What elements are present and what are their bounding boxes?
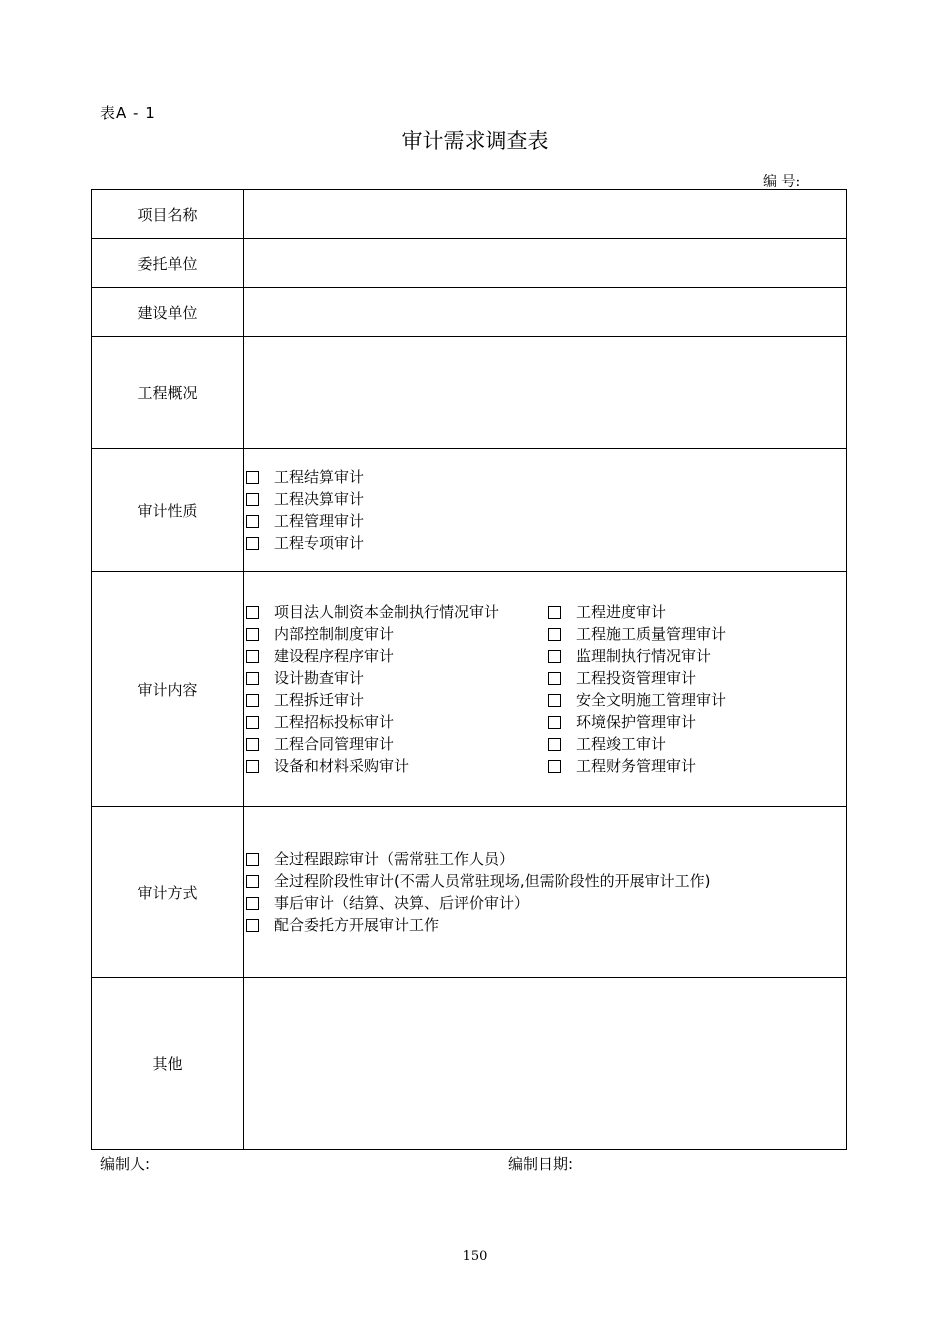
checkbox-option[interactable]: 设备和材料采购审计: [244, 755, 546, 777]
checkbox-option[interactable]: 项目法人制资本金制执行情况审计: [244, 601, 546, 623]
checkbox-icon[interactable]: [246, 537, 259, 550]
preparer-label: 编制人:: [100, 1155, 151, 1173]
prepared-date-label: 编制日期:: [508, 1155, 574, 1173]
checkbox-icon[interactable]: [548, 650, 561, 663]
checkbox-option[interactable]: 工程施工质量管理审计: [546, 623, 726, 645]
overview-field[interactable]: [244, 337, 847, 449]
audit-nature-options: [244, 449, 847, 572]
row-overview: [92, 337, 847, 449]
checkbox-option[interactable]: 内部控制制度审计: [244, 623, 546, 645]
serial-number-label: 编 号:: [763, 174, 801, 190]
overview-label: 工程概况: [92, 337, 244, 449]
checkbox-option[interactable]: 环境保护管理审计: [546, 711, 726, 733]
checkbox-option[interactable]: 工程合同管理审计: [244, 733, 546, 755]
checkbox-option[interactable]: 全过程跟踪审计（需常驻工作人员）: [244, 848, 846, 870]
checkbox-option[interactable]: 工程专项审计: [244, 532, 846, 554]
checkbox-option[interactable]: 设计勘查审计: [244, 667, 546, 689]
checkbox-icon[interactable]: [246, 760, 259, 773]
checkbox-option[interactable]: 全过程阶段性审计(不需人员常驻现场,但需阶段性的开展审计工作): [244, 870, 846, 892]
checkbox-option[interactable]: 事后审计（结算、决算、后评价审计）: [244, 892, 846, 914]
checkbox-option[interactable]: 工程管理审计: [244, 510, 846, 532]
checkbox-option[interactable]: 安全文明施工管理审计: [546, 689, 726, 711]
other-label: 其他: [92, 978, 244, 1150]
construction-unit-label: 建设单位: [92, 288, 244, 337]
checkbox-icon[interactable]: [548, 606, 561, 619]
checkbox-icon[interactable]: [246, 493, 259, 506]
row-construction-unit: [92, 288, 847, 337]
checkbox-icon[interactable]: [246, 919, 259, 932]
audit-content-right-column: [546, 601, 726, 777]
other-field[interactable]: [244, 978, 847, 1150]
checkbox-icon[interactable]: [246, 875, 259, 888]
checkbox-option[interactable]: 建设程序程序审计: [244, 645, 546, 667]
project-name-label: 项目名称: [92, 190, 244, 239]
checkbox-option[interactable]: 工程拆迁审计: [244, 689, 546, 711]
row-audit-nature: [92, 449, 847, 572]
checkbox-icon[interactable]: [548, 738, 561, 751]
checkbox-icon[interactable]: [246, 471, 259, 484]
page-number: 150: [462, 1249, 488, 1264]
row-project-name: [92, 190, 847, 239]
audit-content-left-column: [244, 601, 546, 777]
audit-method-label: 审计方式: [92, 807, 244, 978]
checkbox-icon[interactable]: [548, 672, 561, 685]
checkbox-icon[interactable]: [548, 694, 561, 707]
checkbox-icon[interactable]: [548, 716, 561, 729]
client-unit-field[interactable]: [244, 239, 847, 288]
checkbox-icon[interactable]: [548, 628, 561, 641]
project-name-field[interactable]: [244, 190, 847, 239]
checkbox-option[interactable]: 工程投资管理审计: [546, 667, 726, 689]
checkbox-icon[interactable]: [246, 853, 259, 866]
table-id: 表A - 1: [100, 104, 156, 122]
audit-survey-form: [91, 189, 847, 1150]
checkbox-icon[interactable]: [246, 628, 259, 641]
row-audit-content: [92, 572, 847, 807]
checkbox-icon[interactable]: [246, 650, 259, 663]
checkbox-option[interactable]: 工程决算审计: [244, 488, 846, 510]
construction-unit-field[interactable]: [244, 288, 847, 337]
audit-content-options: [244, 572, 847, 807]
audit-nature-label: 审计性质: [92, 449, 244, 572]
row-other: [92, 978, 847, 1150]
checkbox-icon[interactable]: [246, 716, 259, 729]
audit-content-label: 审计内容: [92, 572, 244, 807]
row-audit-method: [92, 807, 847, 978]
client-unit-label: 委托单位: [92, 239, 244, 288]
checkbox-icon[interactable]: [246, 897, 259, 910]
checkbox-option[interactable]: 工程竣工审计: [546, 733, 726, 755]
checkbox-option[interactable]: 工程招标投标审计: [244, 711, 546, 733]
checkbox-option[interactable]: 监理制执行情况审计: [546, 645, 726, 667]
checkbox-option[interactable]: 工程财务管理审计: [546, 755, 726, 777]
checkbox-option[interactable]: 配合委托方开展审计工作: [244, 914, 846, 936]
checkbox-icon[interactable]: [246, 515, 259, 528]
checkbox-icon[interactable]: [246, 606, 259, 619]
page-title: 审计需求调查表: [401, 129, 549, 153]
checkbox-icon[interactable]: [246, 672, 259, 685]
checkbox-option[interactable]: 工程进度审计: [546, 601, 726, 623]
checkbox-icon[interactable]: [548, 760, 561, 773]
audit-method-options: [244, 807, 847, 978]
checkbox-icon[interactable]: [246, 694, 259, 707]
checkbox-option[interactable]: 工程结算审计: [244, 466, 846, 488]
row-client-unit: [92, 239, 847, 288]
checkbox-icon[interactable]: [246, 738, 259, 751]
